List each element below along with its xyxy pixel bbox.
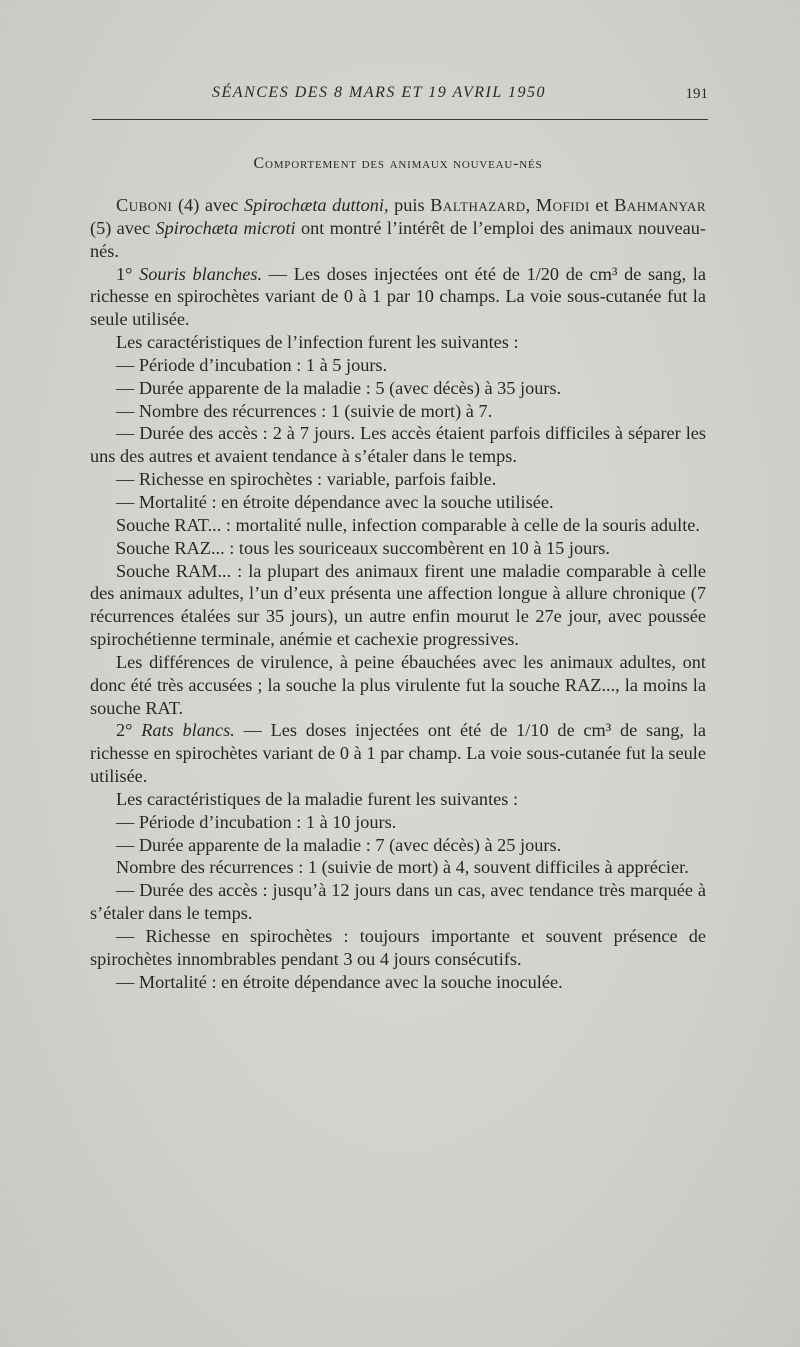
mice-heading-paragraph: 1° Souris blanches. — Les doses injectées ont été de 1/20 de cm³ de sang, la richesse en spirochètes variant de 0 à 1 par 10 champs. La voie sous-cutanée fut la seule utilisée. (90, 263, 706, 330)
species-microti: Spirochæta microti (155, 217, 296, 238)
mice-line: Les caractéristiques de l’infection furent les suivantes : (116, 332, 519, 353)
mice-line: — Richesse en spirochètes : variable, parfois faible. (116, 469, 497, 490)
author-balthazard: Balthazard (430, 195, 526, 215)
mice-subtitle: Souris blanches. (139, 263, 263, 284)
mice-line: Souche RAZ... : tous les souriceaux succombèrent en 10 à 15 jours. (116, 537, 610, 558)
rats-line: — Durée des accès : jusqu’à 12 jours dans un cas, avec tendance très marquée à s’étaler dans le temps. (90, 880, 706, 924)
rats-line: — Richesse en spirochètes : toujours importante et souvent présence de spirochètes innombrables pendant 3 ou 4 jours consécutifs. (90, 926, 706, 969)
mice-line: Souche RAT... : mortalité nulle, infection comparable à celle de la souris adulte. (116, 514, 700, 535)
mice-line: Les différences de virulence, à peine ébauchées avec les animaux adultes, ont donc été très accusées ; la souche la plus virulente fut la souche RAZ..., la moins la souche RAT. (90, 651, 706, 718)
mice-line: Souche RAM... : la plupart des animaux firent une maladie comparable à celle des animaux adultes, l’un d’eux présenta une affection longue à allure chronique (7 récurrences étalées sur 35 jours), un autre enfin mourut le 27e jour, avec poussée spirochétienne terminale, anémie et cachexie progressives. (90, 560, 706, 650)
page-number: 191 (685, 86, 708, 102)
intro-paragraph: Cuboni (4) avec Spirochæta duttoni, puis Balthazard, Mofidi et Bahmanyar (5) avec Spirochæta microti ont montré l’intérêt de l’emploi des animaux nouveau-nés. (90, 195, 706, 261)
rats-line: — Durée apparente de la maladie : 7 (avec décès) à 25 jours. (116, 834, 562, 855)
rats-heading-paragraph: 2° Rats blancs. — Les doses injectées ont été de 1/10 de cm³ de sang, la richesse en spirochètes variant de 0 à 1 par champ. La voie sous-cutanée fut la seule utilisée. (90, 720, 706, 787)
rats-line: — Période d’incubation : 1 à 10 jours. (116, 811, 397, 832)
rats-line: Les caractéristiques de la maladie furent les suivantes : (116, 788, 519, 809)
section-title: Comportement des animaux nouveau-nés (253, 155, 543, 172)
header-rule (92, 119, 708, 120)
running-title: SÉANCES DES 8 MARS ET 19 AVRIL 1950 (212, 84, 546, 101)
mice-line: — Mortalité : en étroite dépendance avec la souche utilisée. (116, 491, 554, 512)
mice-line: — Durée des accès : 2 à 7 jours. Les accès étaient parfois difficiles à séparer les uns des autres et avaient tendance à s’étaler dans le temps. (90, 423, 706, 467)
rats-line: Nombre des récurrences : 1 (suivie de mort) à 4, souvent difficiles à apprécier. (116, 857, 689, 878)
rats-line: — Mortalité : en étroite dépendance avec la souche inoculée. (116, 971, 563, 992)
species-duttoni: Spirochæta duttoni, (243, 195, 389, 215)
page-header (90, 84, 708, 116)
mice-line: — Nombre des récurrences : 1 (suivie de mort) à 7. (116, 400, 493, 421)
author-cuboni: Cuboni (116, 195, 173, 215)
author-mofidi: Mofidi (535, 195, 590, 215)
body-text (90, 194, 706, 994)
mice-line: — Période d’incubation : 1 à 5 jours. (116, 354, 388, 375)
mice-line: — Durée apparente de la maladie : 5 (avec décès) à 35 jours. (116, 377, 562, 398)
author-bahmanyar: Bahmanyar (614, 195, 706, 215)
rats-subtitle: Rats blancs. (141, 720, 235, 741)
